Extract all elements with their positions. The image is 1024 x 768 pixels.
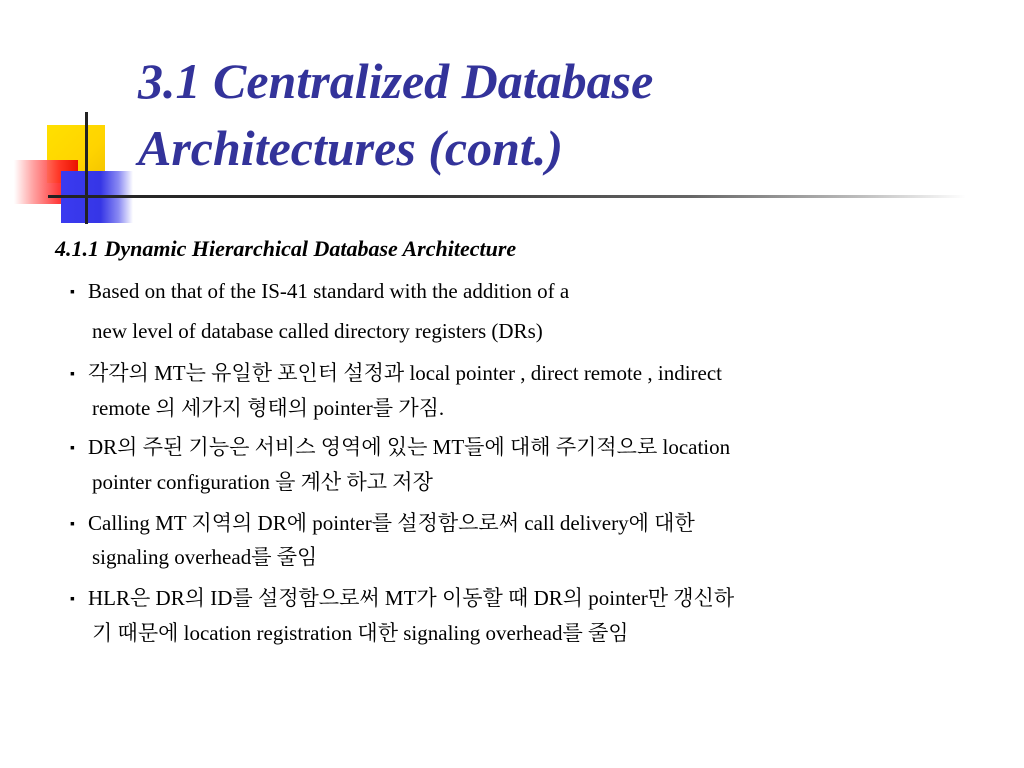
bullet-2-text-2: remote 의 세가지 형태의 pointer를 가짐. xyxy=(92,396,445,420)
section-subheading: 4.1.1 Dynamic Hierarchical Database Architecture xyxy=(55,236,517,261)
slide-title-line-2: Architectures (cont.) xyxy=(138,120,563,176)
bullet-1-text-2: new level of database called directory registers (DRs) xyxy=(92,319,543,343)
bullet-2-text-1: 각각의 MT는 유일한 포인터 설정과 local pointer , direct remote , indirect xyxy=(88,361,723,385)
bullet-4-text-1: Calling MT 지역의 DR에 pointer를 설정함으로써 call delivery에 대한 xyxy=(88,511,695,535)
bullet-5-line-2 xyxy=(70,616,1024,650)
bullet-marker: ▪ xyxy=(70,441,75,456)
bullet-4-text-2: signaling overhead를 줄임 xyxy=(92,545,318,569)
bullet-3-text-1: DR의 주된 기능은 서비스 영역에 있는 MT들에 대해 주기적으로 location xyxy=(88,435,731,459)
bullet-4-line-1 xyxy=(70,506,1010,542)
bullet-5-line-1 xyxy=(70,581,1010,617)
bullet-4-line-2 xyxy=(70,540,1024,574)
bullet-1-line-1 xyxy=(70,274,1010,310)
bullet-3-line-1 xyxy=(70,430,1010,466)
bullet-marker: ▪ xyxy=(70,285,75,300)
bullet-1-text-1: Based on that of the IS-41 standard with the addition of a xyxy=(88,279,570,303)
bullet-3-line-2 xyxy=(70,465,1024,499)
bullet-5-text-1: HLR은 DR의 ID를 설정함으로써 MT가 이동할 때 DR의 pointer만 갱신하 xyxy=(88,586,735,610)
slide-title-line-1: 3.1 Centralized Database xyxy=(138,53,654,109)
bullet-3-text-2: pointer configuration 을 계산 하고 저장 xyxy=(92,470,433,494)
bullet-marker: ▪ xyxy=(70,367,75,382)
bullet-2-line-1 xyxy=(70,356,1010,392)
bullet-5-text-2: 기 때문에 location registration 대한 signaling overhead를 줄임 xyxy=(92,621,629,645)
bullet-marker: ▪ xyxy=(70,592,75,607)
bullet-marker: ▪ xyxy=(70,517,75,532)
bullet-1-line-2 xyxy=(70,314,1024,348)
bullet-2-line-2 xyxy=(70,391,1024,425)
